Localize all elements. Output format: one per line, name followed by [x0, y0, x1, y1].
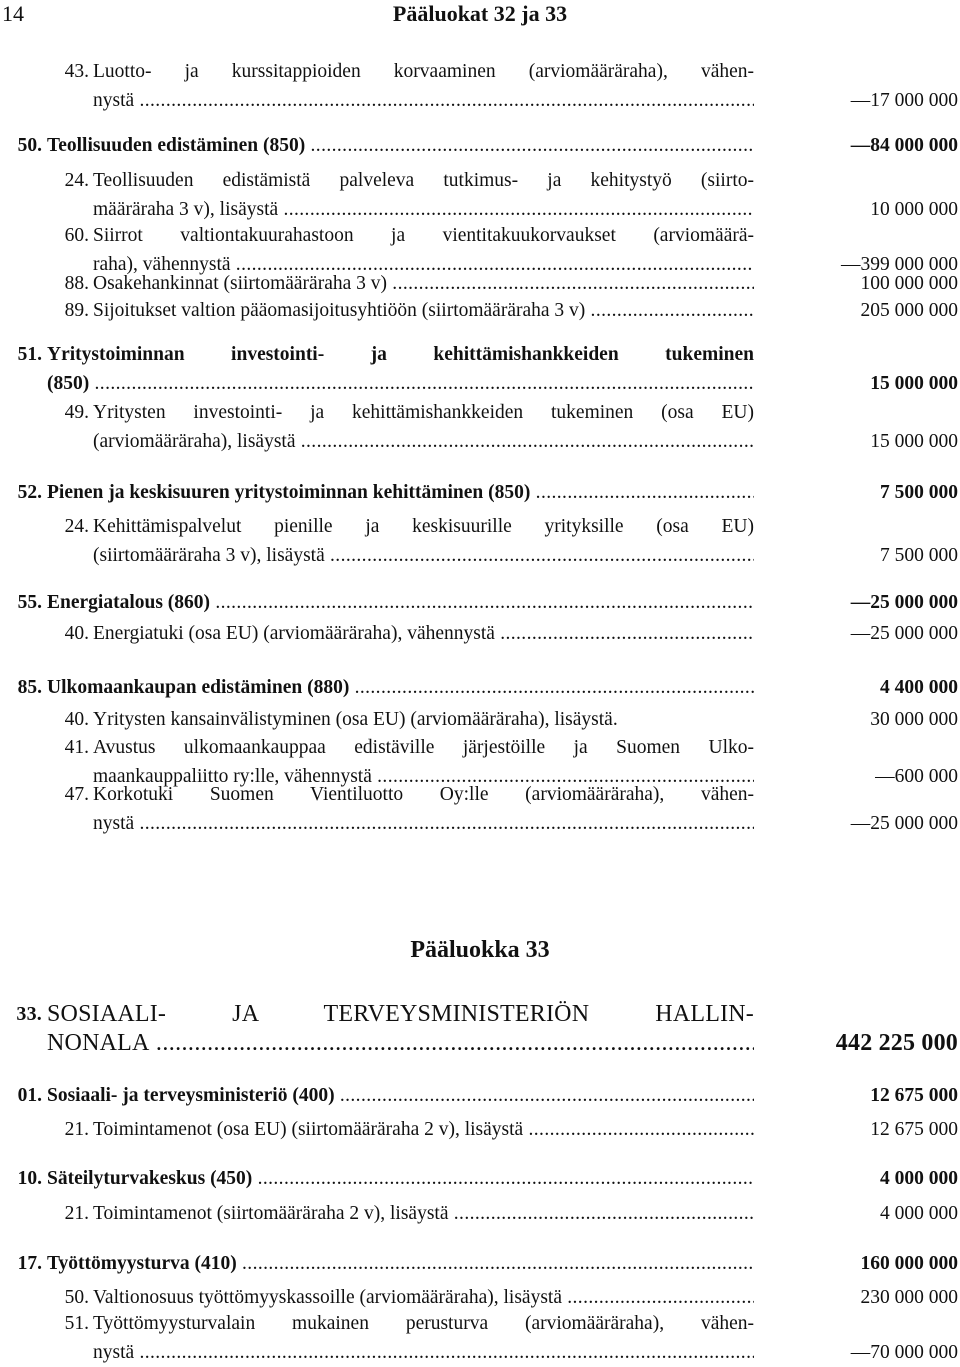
item-number: 24. — [64, 516, 89, 537]
item-text: (arviomääräraha), lisäystä ..... — [93, 427, 754, 456]
section-amount: 160 000 000 — [860, 1253, 958, 1274]
section-amount: 4 000 000 — [880, 1168, 958, 1189]
item-amount: 10 000 000 — [870, 199, 958, 220]
item-amount: —600 000 — [875, 766, 958, 787]
section-number: 55. — [17, 592, 42, 613]
main-class-number: 33. — [16, 1003, 42, 1025]
section-title: (850) ..... — [47, 369, 754, 398]
section-amount: 15 000 000 — [870, 373, 958, 394]
section-title: Pienen ja keskisuuren yritystoiminnan kehittäminen (850) ..... — [47, 478, 754, 507]
item-text: Avustus ulkomaankauppaa edistäville järjestöille ja Suomen Ulko- — [93, 737, 754, 758]
item-number: 43. — [64, 61, 89, 82]
item-number: 51. — [64, 1313, 89, 1334]
item-amount: —70 000 000 — [850, 1342, 958, 1363]
item-number: 60. — [64, 225, 89, 246]
item-text: nystä ..... — [93, 809, 754, 838]
main-class-title: SOSIAALI- JA TERVEYSMINISTERIÖN HALLIN- — [47, 1001, 754, 1027]
item-text: Yritysten investointi- ja kehittämishankkeiden tukeminen (osa EU) — [93, 402, 754, 423]
section-number: 85. — [17, 677, 42, 698]
section-number: 52. — [17, 482, 42, 503]
item-amount: 100 000 000 — [860, 273, 958, 294]
section-heading: Pääluokka 33 — [410, 937, 550, 963]
item-amount: —399 000 000 — [841, 254, 958, 275]
section-title: Energiatalous (860) ..... — [47, 588, 754, 617]
item-number: 41. — [64, 737, 89, 758]
section-title: Sosiaali- ja terveysministeriö (400) ..... — [47, 1081, 754, 1110]
item-text: Toimintamenot (osa EU) (siirtomääräraha 2 v), lisäystä ..... — [93, 1115, 754, 1144]
item-number: 24. — [64, 170, 89, 191]
item-amount: 4 000 000 — [880, 1203, 958, 1224]
item-number: 47. — [64, 784, 89, 805]
item-text: nystä ..... — [93, 1338, 754, 1367]
item-text: Luotto- ja kurssitappioiden korvaaminen (arviomääräraha), vähen- — [93, 61, 754, 82]
item-text: maankauppaliitto ry:lle, vähennystä ..... — [93, 762, 754, 791]
section-amount: 7 500 000 — [880, 482, 958, 503]
item-text: nystä ..... — [93, 86, 754, 115]
section-amount: —84 000 000 — [850, 135, 958, 156]
item-number: 50. — [64, 1287, 89, 1308]
section-title: Teollisuuden edistäminen (850) ..... — [47, 131, 754, 160]
section-number: 50. — [17, 135, 42, 156]
item-amount: 230 000 000 — [860, 1287, 958, 1308]
section-title: Työttömyysturva (410) ..... — [47, 1249, 754, 1278]
item-number: 21. — [64, 1119, 89, 1140]
item-number: 89. — [64, 300, 89, 321]
item-text: Energiatuki (osa EU) (arviomääräraha), vähennystä ..... — [93, 619, 754, 648]
item-text: Korkotuki Suomen Vientiluotto Oy:lle (arviomääräraha), vähen- — [93, 784, 754, 805]
page-header-title: Pääluokat 32 ja 33 — [392, 1, 568, 26]
item-amount: 12 675 000 — [870, 1119, 958, 1140]
section-title: Ulkomaankaupan edistäminen (880) ..... — [47, 673, 754, 702]
item-amount: —25 000 000 — [850, 813, 958, 834]
item-text: Yritysten kansainvälistyminen (osa EU) (arviomääräraha), lisäystä. — [93, 709, 618, 730]
section-title: Yritystoiminnan investointi- ja kehittämishankkeiden tukeminen — [47, 344, 754, 365]
item-number: 21. — [64, 1203, 89, 1224]
item-text: Teollisuuden edistämistä palveleva tutkimus- ja kehitystyö (siirto- — [93, 170, 754, 191]
item-text: (siirtomääräraha 3 v), lisäystä ..... — [93, 541, 754, 570]
section-amount: 12 675 000 — [870, 1085, 958, 1106]
page-number: 14 — [2, 1, 24, 26]
item-text: Työttömyysturvalain mukainen perusturva (arviomääräraha), vähen- — [93, 1313, 754, 1334]
section-number: 10. — [17, 1168, 42, 1189]
item-amount: —25 000 000 — [850, 623, 958, 644]
item-number: 40. — [64, 623, 89, 644]
item-number: 40. — [64, 709, 89, 730]
item-text: Valtionosuus työttömyyskassoille (arviomääräraha), lisäystä ..... — [93, 1283, 754, 1312]
item-amount: 15 000 000 — [870, 431, 958, 452]
item-text: Kehittämispalvelut pienille ja keskisuurille yrityksille (osa EU) — [93, 516, 754, 537]
section-number: 17. — [17, 1253, 42, 1274]
section-title: Säteilyturvakeskus (450) ..... — [47, 1164, 754, 1193]
main-class-amount: 442 225 000 — [835, 1030, 958, 1056]
item-text: Siirrot valtiontakuurahastoon ja vientitakuukorvaukset (arviomäärä- — [93, 225, 754, 246]
main-class-title: NONALA ..... — [47, 1029, 754, 1058]
item-text: Osakehankinnat (siirtomääräraha 3 v) ..... — [93, 269, 754, 298]
section-number: 51. — [17, 344, 42, 365]
item-text: Toimintamenot (siirtomääräraha 2 v), lisäystä ..... — [93, 1199, 754, 1228]
section-amount: 4 400 000 — [880, 677, 958, 698]
item-amount: —17 000 000 — [850, 90, 958, 111]
item-amount: 30 000 000 — [870, 709, 958, 730]
item-amount: 205 000 000 — [860, 300, 958, 321]
item-text: Sijoitukset valtion pääomasijoitusyhtiöön (siirtomääräraha 3 v) ..... — [93, 296, 754, 325]
item-text: määräraha 3 v), lisäystä ..... — [93, 195, 754, 224]
item-amount: 7 500 000 — [880, 545, 958, 566]
section-amount: —25 000 000 — [850, 592, 958, 613]
item-number: 49. — [64, 402, 89, 423]
item-text: raha), vähennystä ..... — [93, 250, 754, 279]
section-number: 01. — [17, 1085, 42, 1106]
item-number: 88. — [64, 273, 89, 294]
